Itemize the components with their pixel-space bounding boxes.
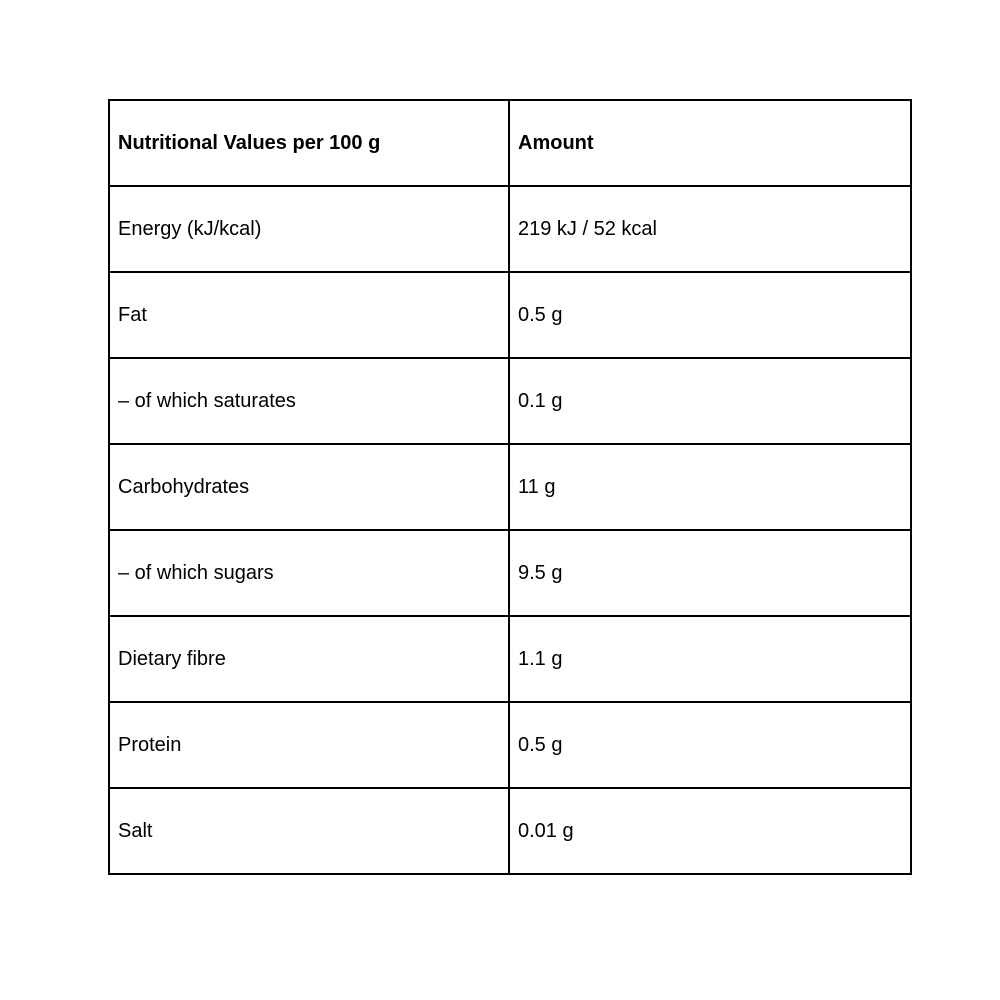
amount-cell: 0.5 g [509, 272, 911, 358]
nutrient-cell: Fat [109, 272, 509, 358]
nutrient-cell: Energy (kJ/kcal) [109, 186, 509, 272]
amount-cell: 11 g [509, 444, 911, 530]
amount-cell: 0.5 g [509, 702, 911, 788]
table-row [109, 702, 911, 788]
table-row [109, 358, 911, 444]
nutrient-cell: – of which sugars [109, 530, 509, 616]
table-body [109, 186, 911, 874]
nutrient-cell: Salt [109, 788, 509, 874]
table-header [109, 100, 911, 186]
table-row [109, 616, 911, 702]
header-amount: Amount [509, 100, 911, 186]
amount-cell: 9.5 g [509, 530, 911, 616]
header-nutrient: Nutritional Values per 100 g [109, 100, 509, 186]
table-row [109, 788, 911, 874]
header-row [109, 100, 911, 186]
table-row [109, 530, 911, 616]
amount-cell: 0.1 g [509, 358, 911, 444]
amount-cell: 0.01 g [509, 788, 911, 874]
table-row [109, 272, 911, 358]
nutrient-cell: Carbohydrates [109, 444, 509, 530]
table-row [109, 444, 911, 530]
nutrient-cell: Protein [109, 702, 509, 788]
table-row [109, 186, 911, 272]
amount-cell: 1.1 g [509, 616, 911, 702]
amount-cell: 219 kJ / 52 kcal [509, 186, 911, 272]
nutrition-table [108, 99, 912, 875]
nutrient-cell: – of which saturates [109, 358, 509, 444]
nutrient-cell: Dietary fibre [109, 616, 509, 702]
